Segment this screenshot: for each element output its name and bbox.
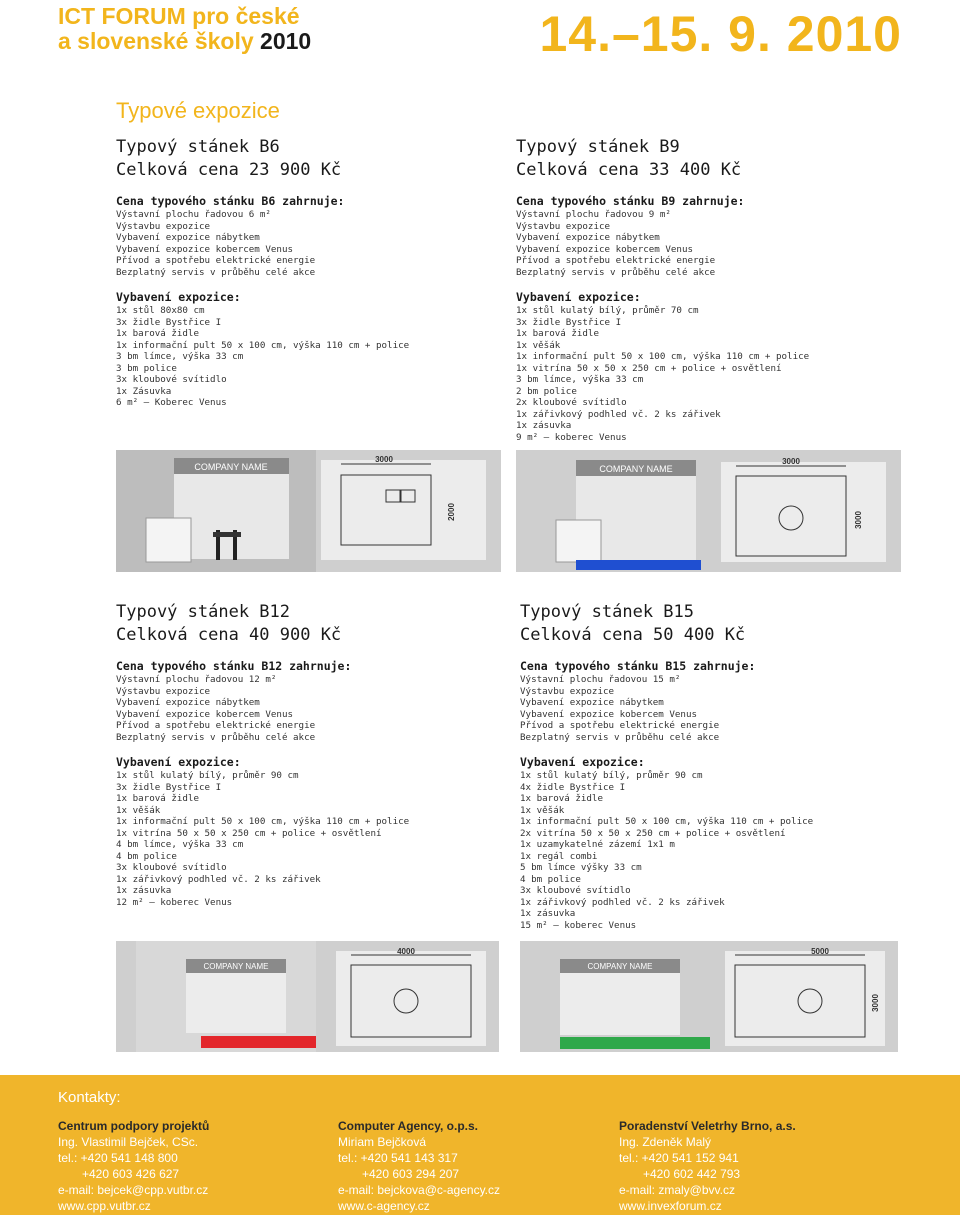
contact-phone: tel.: +420 541 152 941 xyxy=(619,1151,739,1165)
equipment-item: 1x zásuvka xyxy=(516,420,572,431)
equipment-item: 1x regál combi xyxy=(520,850,598,862)
equipment-item: 1x zářivkový podhled vč. 2 ks zářivek xyxy=(520,896,725,908)
include-item: Vybavení expozice nábytkem xyxy=(520,697,664,708)
equipment-item: 15 m² – koberec Venus xyxy=(520,919,637,931)
include-item: Bezplatný servis v průběhu celé akce xyxy=(516,266,716,278)
contact-name: Ing. Vlastimil Bejček, CSc. xyxy=(58,1135,199,1149)
stand-price: Celková cena 33 400 Kč xyxy=(516,160,742,180)
equipment-item: 1x stůl kulatý bílý, průměr 90 cm xyxy=(116,770,299,781)
include-item: Bezplatný servis v průběhu celé akce xyxy=(116,266,316,278)
width-dimension: 4000 xyxy=(397,947,415,956)
stand-title: Typový stánek B9 xyxy=(516,137,680,157)
contact-org: Centrum podpory projektů xyxy=(58,1119,210,1133)
event-date: 14.–15. 9. 2010 xyxy=(539,6,902,62)
include-item: Výstavbu expozice xyxy=(516,220,611,232)
equipment-item: 3x židle Bystřice I xyxy=(116,781,222,793)
contact-org: Computer Agency, o.p.s. xyxy=(338,1119,479,1133)
equipment-item: 1x barová židle xyxy=(520,793,603,804)
title-pro-ceske: pro české xyxy=(185,3,300,29)
equipment-item: 3 bm límce, výška 33 cm xyxy=(516,374,644,385)
stand-b15 xyxy=(520,601,813,931)
event-title xyxy=(58,4,311,54)
include-item: Vybavení expozice nábytkem xyxy=(516,232,660,243)
equipment-item: 3 bm police xyxy=(116,362,177,374)
stand-b9-illustration xyxy=(516,450,901,572)
equipment-item: 2x vitrína 50 x 50 x 250 cm + police + osvětlení xyxy=(520,827,786,839)
include-item: Vybavení expozice kobercem Venus xyxy=(520,708,698,720)
equipment-item: 1x zářivkový podhled vč. 2 ks zářivek xyxy=(116,873,321,885)
include-item: Výstavbu expozice xyxy=(116,685,211,697)
contact-card xyxy=(619,1118,796,1214)
equipment-heading: Vybavení expozice: xyxy=(520,755,645,769)
contact-phone: tel.: +420 541 148 800 xyxy=(58,1151,178,1165)
include-item: Výstavní plochu řadovou 15 m² xyxy=(520,674,681,685)
title-ict-forum: ICT FORUM xyxy=(58,3,186,29)
equipment-item: 12 m² – koberec Venus xyxy=(116,896,233,908)
contact-phone: tel.: +420 541 143 317 xyxy=(338,1151,458,1165)
equipment-item: 4 bm límce, výška 33 cm xyxy=(116,839,244,850)
contact-phone: +420 603 426 627 xyxy=(82,1167,180,1181)
contact-email[interactable]: e-mail: zmaly@bvv.cz xyxy=(619,1183,735,1197)
equipment-item: 1x stůl kulatý bílý, průměr 70 cm xyxy=(516,305,699,316)
contact-website[interactable]: www.c-agency.cz xyxy=(338,1199,430,1213)
width-dimension: 5000 xyxy=(811,947,829,956)
include-item: Přívod a spotřebu elektrické energie xyxy=(520,720,720,731)
section-heading: Typové expozice xyxy=(116,98,280,123)
equipment-item: 3x židle Bystřice I xyxy=(116,316,222,328)
include-item: Vybavení expozice kobercem Venus xyxy=(116,708,294,720)
width-dimension: 3000 xyxy=(782,457,800,466)
stand-title: Typový stánek B15 xyxy=(520,602,694,622)
equipment-item: 1x Zásuvka xyxy=(116,385,172,397)
equipment-item: 3x židle Bystřice I xyxy=(516,316,622,328)
contacts-footer xyxy=(0,1075,960,1215)
include-item: Výstavbu expozice xyxy=(116,220,211,232)
equipment-item: 1x uzamykatelné zázemí 1x1 m xyxy=(520,839,675,850)
contact-name: Ing. Zdeněk Malý xyxy=(619,1135,712,1149)
equipment-item: 1x informační pult 50 x 100 cm, výška 110 cm + police xyxy=(116,816,410,827)
contact-card xyxy=(58,1118,209,1214)
equipment-item: 1x barová židle xyxy=(116,793,199,804)
company-name-label: COMPANY NAME xyxy=(599,464,673,474)
include-item: Přívod a spotřebu elektrické energie xyxy=(116,255,316,266)
equipment-item: 9 m² – koberec Venus xyxy=(516,431,627,443)
includes-heading: Cena typového stánku B6 zahrnuje: xyxy=(116,194,345,208)
depth-dimension: 2000 xyxy=(447,503,456,521)
stand-b15-illustration xyxy=(520,941,898,1052)
contact-org: Poradenství Veletrhy Brno, a.s. xyxy=(619,1119,796,1133)
company-name-label: COMPANY NAME xyxy=(194,462,268,472)
contact-name: Miriam Bejčková xyxy=(338,1135,427,1149)
contact-card xyxy=(338,1118,500,1214)
contact-email[interactable]: e-mail: bejcek@cpp.vutbr.cz xyxy=(58,1183,209,1197)
equipment-heading: Vybavení expozice: xyxy=(116,755,241,769)
equipment-item: 1x vitrína 50 x 50 x 250 cm + police + osvětlení xyxy=(116,827,382,839)
equipment-item: 3x kloubové svítidlo xyxy=(116,862,227,873)
include-item: Přívod a spotřebu elektrické energie xyxy=(116,720,316,731)
include-item: Výstavbu expozice xyxy=(520,685,615,697)
include-item: Výstavní plochu řadovou 6 m² xyxy=(116,209,271,220)
equipment-item: 5 bm límce výšky 33 cm xyxy=(520,862,642,873)
equipment-item: 1x barová židle xyxy=(516,328,599,339)
equipment-item: 3 bm límce, výška 33 cm xyxy=(116,351,244,362)
include-item: Vybavení expozice nábytkem xyxy=(116,232,260,243)
contact-website[interactable]: www.cpp.vutbr.cz xyxy=(58,1199,151,1213)
contact-website[interactable]: www.invexforum.cz xyxy=(619,1199,722,1213)
contacts-title: Kontakty: xyxy=(58,1089,121,1106)
stand-title: Typový stánek B6 xyxy=(116,137,280,157)
equipment-item: 3x kloubové svítidlo xyxy=(520,885,631,896)
equipment-item: 1x informační pult 50 x 100 cm, výška 110 cm + police xyxy=(520,816,814,827)
include-item: Bezplatný servis v průběhu celé akce xyxy=(116,731,316,743)
equipment-item: 1x stůl 80x80 cm xyxy=(116,305,205,316)
equipment-item: 6 m² – Koberec Venus xyxy=(116,397,227,408)
equipment-item: 1x věšák xyxy=(116,804,161,816)
equipment-item: 1x věšák xyxy=(520,804,565,816)
equipment-item: 2x kloubové svítidlo xyxy=(516,397,627,408)
equipment-item: 1x zářivkový podhled vč. 2 ks zářivek xyxy=(516,408,721,420)
equipment-item: 4x židle Bystřice I xyxy=(520,781,626,793)
equipment-item: 1x stůl kulatý bílý, průměr 90 cm xyxy=(520,770,703,781)
equipment-item: 3x kloubové svítidlo xyxy=(116,374,227,385)
stand-b12-illustration xyxy=(116,941,499,1052)
equipment-item: 1x barová židle xyxy=(116,328,199,339)
include-item: Bezplatný servis v průběhu celé akce xyxy=(520,731,720,743)
equipment-item: 4 bm police xyxy=(520,873,581,885)
stand-price: Celková cena 40 900 Kč xyxy=(116,625,342,645)
equipment-item: 1x vitrína 50 x 50 x 250 cm + police + osvětlení xyxy=(516,362,782,374)
width-dimension: 3000 xyxy=(375,455,393,464)
equipment-item: 1x věšák xyxy=(516,339,561,351)
includes-heading: Cena typového stánku B12 zahrnuje: xyxy=(116,659,352,673)
title-year: 2010 xyxy=(253,28,312,54)
equipment-item: 2 bm police xyxy=(516,385,577,397)
contact-phone: +420 603 294 207 xyxy=(362,1167,460,1181)
stand-title: Typový stánek B12 xyxy=(116,602,290,622)
equipment-heading: Vybavení expozice: xyxy=(516,290,641,304)
stand-price: Celková cena 23 900 Kč xyxy=(116,160,342,180)
contact-phone: +420 602 442 793 xyxy=(643,1167,741,1181)
equipment-item: 1x zásuvka xyxy=(116,885,172,896)
includes-heading: Cena typového stánku B15 zahrnuje: xyxy=(520,659,756,673)
include-item: Výstavní plochu řadovou 9 m² xyxy=(516,209,671,220)
include-item: Výstavní plochu řadovou 12 m² xyxy=(116,674,277,685)
company-name-label: COMPANY NAME xyxy=(587,962,653,971)
includes-heading: Cena typového stánku B9 zahrnuje: xyxy=(516,194,745,208)
equipment-item: 1x informační pult 50 x 100 cm, výška 110 cm + police xyxy=(516,351,810,362)
stand-b9 xyxy=(516,136,809,443)
stand-b6-illustration xyxy=(116,450,501,572)
depth-dimension: 3000 xyxy=(854,511,863,529)
include-item: Vybavení expozice nábytkem xyxy=(116,697,260,708)
contact-email[interactable]: e-mail: bejckova@c-agency.cz xyxy=(338,1183,501,1197)
include-item: Vybavení expozice kobercem Venus xyxy=(116,243,294,255)
include-item: Přívod a spotřebu elektrické energie xyxy=(516,255,716,266)
equipment-heading: Vybavení expozice: xyxy=(116,290,241,304)
stand-b12 xyxy=(116,601,409,908)
equipment-item: 1x zásuvka xyxy=(520,908,576,919)
stand-price: Celková cena 50 400 Kč xyxy=(520,625,746,645)
company-name-label: COMPANY NAME xyxy=(203,962,269,971)
stand-b6 xyxy=(116,136,409,409)
title-a-slovenske: a slovenské xyxy=(58,28,195,54)
equipment-item: 4 bm police xyxy=(116,850,177,862)
depth-dimension: 3000 xyxy=(871,994,880,1012)
equipment-item: 1x informační pult 50 x 100 cm, výška 110 cm + police xyxy=(116,339,410,351)
include-item: Vybavení expozice kobercem Venus xyxy=(516,243,694,255)
title-skoly: školy xyxy=(194,28,254,54)
